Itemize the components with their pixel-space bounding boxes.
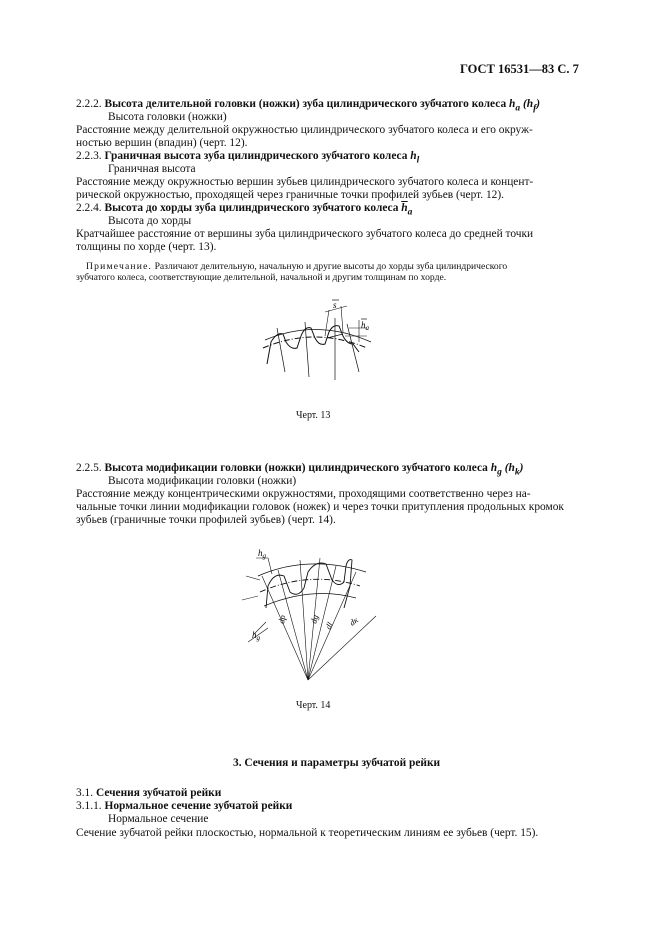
section-number: 2.2.2. — [76, 98, 102, 110]
definition-line: рической окружностью, проходящей через граничные точки профилей зубьев (черт. 12). — [76, 189, 504, 201]
term-symbol: $h_l$ — [410, 150, 420, 166]
term-title: Высота делительной головки (ножки) зуба цилиндрического зубчатого колеса — [104, 98, 507, 110]
definition-line: Кратчайшее расстояние от вершины зуба цилиндрического зубчатого колеса до средней точки — [76, 228, 534, 240]
label-hg-bottom: $h_g$ — [252, 630, 260, 642]
figure-13-caption: Черт. 13 — [296, 410, 331, 421]
definition-line: Сечение зубчатой рейки плоскостью, нормальной к теоретическим линиям ее зубьев (черт. 15). — [76, 827, 539, 839]
note-label: Примечание. — [86, 261, 153, 272]
label-s: s — [333, 300, 337, 310]
term-title: Граничная высота зуба цилиндрического зубчатого колеса — [104, 150, 408, 162]
definition-line: Расстояние между концентрическими окружностями, проходящими соответственно через на- — [76, 488, 531, 500]
figure-14-caption: Черт. 14 — [296, 700, 331, 711]
term-symbol: $\overline{h}_a$ — [401, 202, 413, 218]
label-dg: dg — [308, 613, 321, 625]
section-3-1-heading: 3.1. Сечения зубчатой рейки — [76, 787, 222, 799]
term-symbol: $h_g$ $(h_k)$ — [490, 462, 524, 478]
term-alias: Граничная высота — [108, 163, 196, 175]
definition-line: Расстояние между делительной окружностью цилиндрического зубчатого колеса и его окруж- — [76, 124, 533, 136]
figure-13-gear-chord-height — [255, 292, 385, 387]
term-title: Высота модификации головки (ножки) цилиндрического зубчатого колеса — [104, 462, 488, 474]
definition-line: Расстояние между окружностью вершин зубьев цилиндрического зубчатого колеса и концент- — [76, 176, 534, 188]
label-dl: dl — [322, 620, 335, 631]
page-header: ГОСТ 16531—83 С. 7 — [460, 62, 579, 76]
term-alias: Высота головки (ножки) — [108, 111, 227, 123]
section-number: 2.2.5. — [76, 462, 102, 474]
section-number: 2.2.4. — [76, 202, 102, 214]
figure-14-gear-modification-height — [238, 546, 388, 682]
label-ha: $h_a$ — [361, 320, 369, 332]
label-dp: dp — [276, 614, 288, 625]
label-hg-top: $h_g$ — [258, 548, 266, 560]
definition-line: толщины по хорде (черт. 13). — [76, 241, 217, 253]
term-symbol: $h_a$ $(h_f)$ — [509, 98, 541, 114]
section-number: 2.2.3. — [76, 150, 102, 162]
section-3-title: 3. Сечения и параметры зубчатой рейки — [233, 757, 441, 769]
term-alias: Высота до хорды — [108, 215, 192, 227]
term-alias: Высота модификации головки (ножки) — [108, 475, 297, 487]
definition-line: ностью вершин (впадин) (черт. 12). — [76, 137, 248, 149]
term-title: Высота до хорды зуба цилиндрического зубчатого колеса — [104, 202, 399, 214]
term-alias: Нормальное сечение — [108, 813, 209, 825]
definition-line: чальные точки линии модификации головок (ножек) и через точки притупления продольных кромок — [76, 501, 564, 513]
label-dk: dк — [347, 614, 360, 628]
definition-line: зубьев (граничные точки профилей зубьев) (черт. 14). — [76, 514, 336, 526]
section-3-1-1-heading: 3.1.1. Нормальное сечение зубчатой рейки — [76, 800, 293, 812]
note-line: Примечание. Различают делительную, начальную и другие высоты до хорды зуба цилиндрического — [86, 261, 508, 272]
note-line: зубчатого колеса, соответствующие делительной, начальной и другим толщинам по хорде. — [76, 272, 447, 283]
